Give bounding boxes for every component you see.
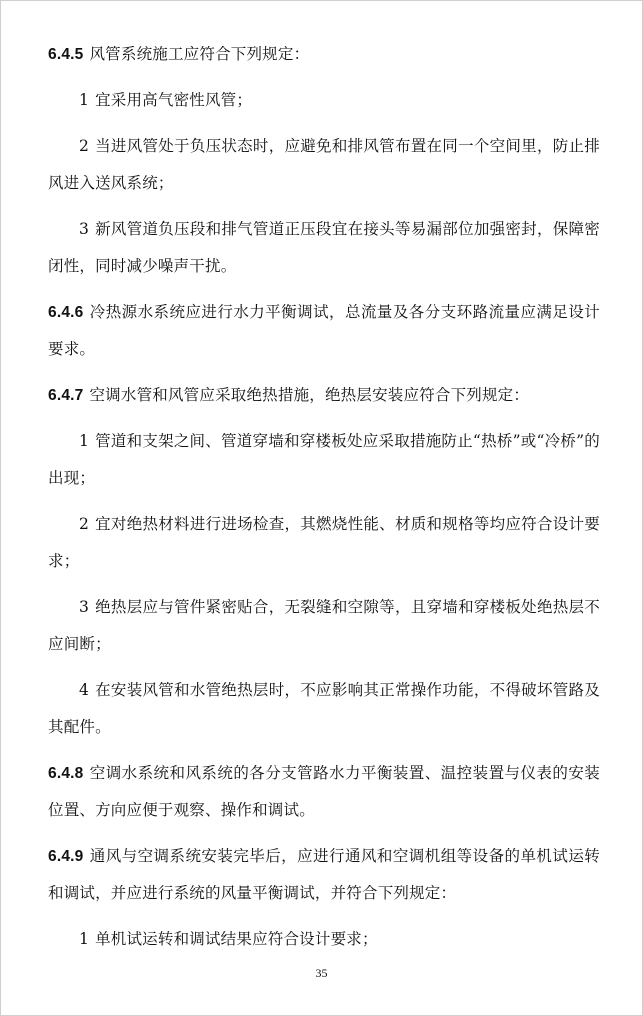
clause-6-4-6	[48, 294, 600, 368]
list-item	[48, 82, 600, 119]
item-text: 新风管道负压段和排气管道正压段宜在接头等易漏部位加强密封，保障密闭性，同时减少噪声干扰。	[48, 220, 600, 275]
clause-number: 6.4.9	[48, 848, 84, 865]
item-number: 1	[79, 930, 90, 948]
document-body	[48, 36, 600, 967]
list-item	[48, 672, 600, 746]
clause-text: 风管系统施工应符合下列规定：	[89, 45, 310, 63]
clause-number: 6.4.8	[48, 765, 84, 782]
item-number: 3	[79, 220, 90, 238]
item-text: 在安装风管和水管绝热层时，不应影响其正常操作功能，不得破坏管路及其配件。	[48, 681, 600, 736]
clause-6-4-7	[48, 377, 600, 414]
clause-6-4-8	[48, 755, 600, 829]
list-item	[48, 506, 600, 580]
item-number: 4	[79, 681, 90, 699]
clause-text: 冷热源水系统应进行水力平衡调试，总流量及各分支环路流量应满足设计要求。	[48, 303, 600, 358]
clause-text: 空调水管和风管应采取绝热措施，绝热层安装应符合下列规定：	[89, 386, 530, 404]
page-number: 35	[315, 966, 328, 980]
item-number: 1	[79, 432, 90, 450]
list-item	[48, 921, 600, 958]
clause-number: 6.4.7	[48, 387, 84, 404]
item-text: 绝热层应与管件紧密贴合，无裂缝和空隙等，且穿墙和穿楼板处绝热层不应间断；	[48, 598, 600, 653]
list-item	[48, 211, 600, 285]
item-number: 1	[79, 91, 90, 109]
clause-text: 通风与空调系统安装完毕后，应进行通风和空调机组等设备的单机试运转和调试，并应进行系统的风量平衡调试，并符合下列规定：	[48, 847, 600, 902]
clause-number: 6.4.6	[48, 304, 84, 321]
item-text: 宜采用高气密性风管；	[95, 91, 253, 109]
item-number: 3	[79, 598, 90, 616]
item-text: 当进风管处于负压状态时，应避免和排风管布置在同一个空间里，防止排风进入送风系统；	[48, 137, 600, 192]
item-text: 单机试运转和调试结果应符合设计要求；	[95, 930, 378, 948]
item-number: 2	[79, 515, 90, 533]
item-text: 宜对绝热材料进行进场检查，其燃烧性能、材质和规格等均应符合设计要求；	[48, 515, 600, 570]
list-item	[48, 128, 600, 202]
item-number: 2	[79, 137, 90, 155]
list-item	[48, 589, 600, 663]
clause-number: 6.4.5	[48, 46, 84, 63]
item-text: 管道和支架之间、管道穿墙和穿楼板处应采取措施防止“热桥”或“冷桥”的出现；	[48, 432, 600, 487]
clause-6-4-5	[48, 36, 600, 73]
clause-text: 空调水系统和风系统的各分支管路水力平衡装置、温控装置与仪表的安装位置、方向应便于观察、操作和调试。	[48, 764, 600, 819]
clause-6-4-9	[48, 838, 600, 912]
list-item	[48, 423, 600, 497]
